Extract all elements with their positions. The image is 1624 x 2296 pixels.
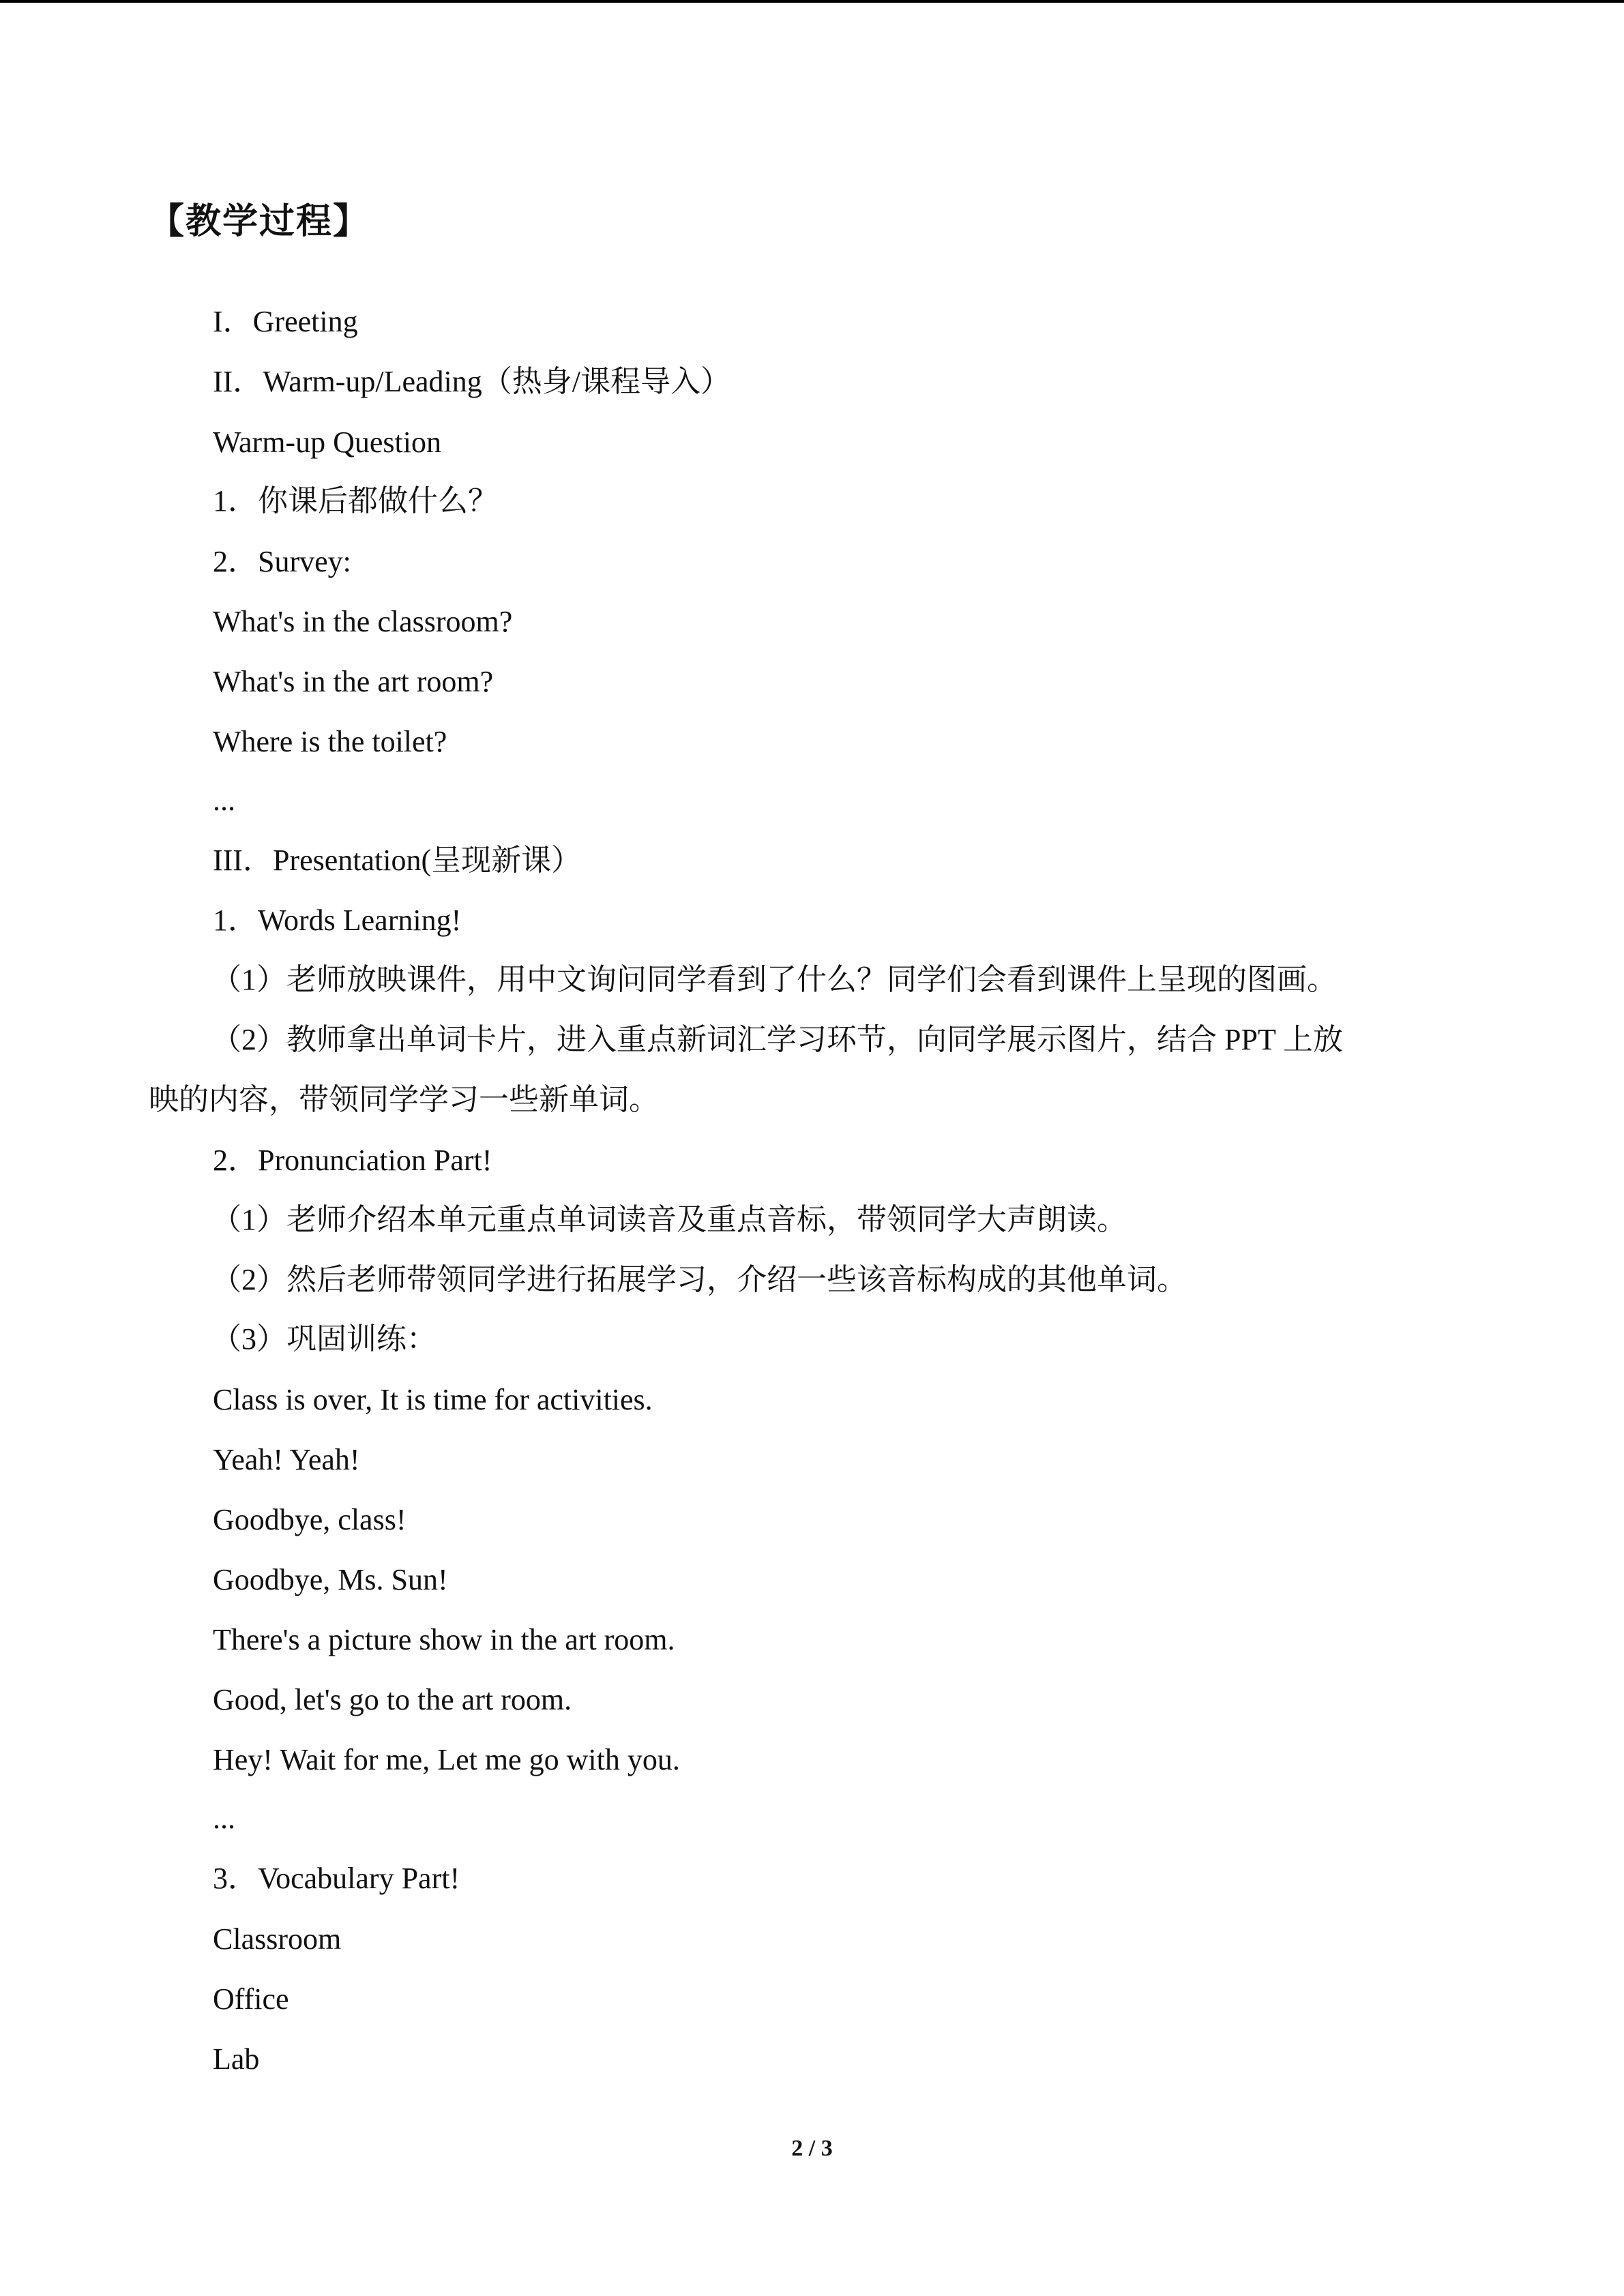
text-line: （3）巩固训练： bbox=[211, 1322, 437, 1356]
section-heading: 【教学过程】 bbox=[149, 203, 370, 241]
text-line: Where is the toilet? bbox=[213, 725, 447, 758]
text-line: ... bbox=[213, 784, 235, 817]
text-line: 3．Vocabulary Part! bbox=[213, 1862, 460, 1895]
text-line: 1．Words Learning! bbox=[213, 904, 462, 937]
page-number: 2 / 3 bbox=[791, 2136, 833, 2161]
text-line: What's in the classroom? bbox=[213, 605, 513, 638]
text-line: Office bbox=[213, 1982, 289, 2016]
text-line: Hey! Wait for me, Let me go with you. bbox=[213, 1743, 680, 1776]
text-line: II．Warm-up/Leading（热身/课程导入） bbox=[213, 365, 730, 398]
text-line: I．Greeting bbox=[213, 305, 358, 338]
text-line: There's a picture show in the art room. bbox=[213, 1623, 675, 1656]
text-line: Yeah! Yeah! bbox=[213, 1443, 360, 1476]
text-line: Lab bbox=[213, 2042, 260, 2076]
text-line: （1）老师介绍本单元重点单词读音及重点音标，带领同学大声朗读。 bbox=[211, 1203, 1127, 1236]
top-border-rule bbox=[0, 0, 1624, 3]
text-line: III．Presentation(呈现新课） bbox=[213, 844, 582, 877]
text-line: 1．你课后都做什么？ bbox=[213, 484, 498, 518]
text-line: （2）教师拿出单词卡片，进入重点新词汇学习环节，向同学展示图片，结合 PPT 上放 bbox=[211, 1023, 1344, 1056]
text-line: Goodbye, Ms. Sun! bbox=[213, 1563, 448, 1596]
text-line: Classroom bbox=[213, 1922, 342, 1956]
text-line: Class is over, It is time for activities. bbox=[213, 1383, 653, 1416]
text-line: What's in the art room? bbox=[213, 665, 494, 698]
text-line: （2）然后老师带领同学进行拓展学习，介绍一些该音标构成的其他单词。 bbox=[211, 1263, 1187, 1296]
text-line: 2．Pronunciation Part! bbox=[213, 1144, 492, 1177]
text-line: 映的内容，带领同学学习一些新单词。 bbox=[149, 1083, 659, 1116]
text-line: ... bbox=[213, 1802, 235, 1835]
text-line: 2．Survey: bbox=[213, 545, 351, 578]
text-line: Goodbye, class! bbox=[213, 1503, 407, 1536]
text-line: Warm-up Question bbox=[213, 426, 441, 459]
text-line: Good, let's go to the art room. bbox=[213, 1683, 572, 1716]
text-line: （1）老师放映课件，用中文询问同学看到了什么？同学们会看到课件上呈现的图画。 bbox=[211, 963, 1337, 996]
